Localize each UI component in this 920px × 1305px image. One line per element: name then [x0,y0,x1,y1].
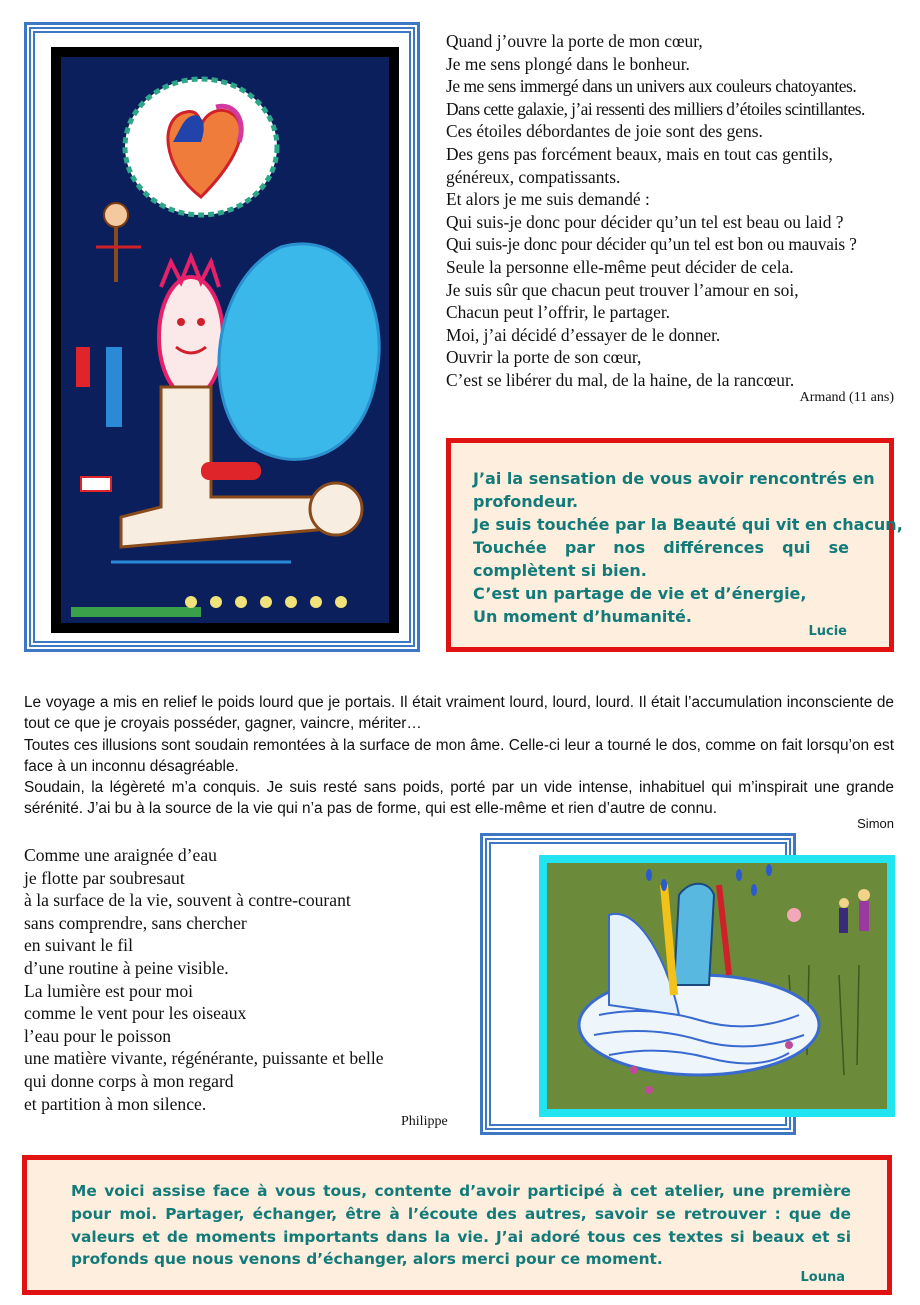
poem-line: Seule la personne elle-même peut décider de cela. [446,256,794,277]
poem-line: Ouvrir la porte de son cœur, [446,347,642,368]
poem-line: La lumière est pour moi [24,980,194,1001]
child-drawing-heart-image [51,47,399,633]
lucie-box [446,438,903,652]
poem-line: Je suis sûr que chacun peut trouver l’amour en soi, [446,279,799,300]
poem-line: Des gens pas forcément beaux, mais en tout cas gentils, [446,143,833,164]
poem-line: Et alors je me suis demandé : [446,189,650,210]
poem-line: et partition à mon silence. [24,1093,207,1114]
poem-line: Chacun peut l’offrir, le partager. [446,302,671,323]
poem-line: Quand j’ouvre la porte de mon cœur, [446,31,703,51]
poem-line: Qui suis-je donc pour décider qu’un tel est beau ou laid ? [446,211,844,232]
author-philippe: Philippe [401,1114,448,1129]
lucie-line: Je suis touchée par la Beauté qui vit en chacun, [473,515,903,534]
child-drawing-water-image [539,855,895,1117]
poem-line: Ces étoiles débordantes de joie sont des gens. [446,121,763,142]
author-lucie: Lucie [808,624,847,639]
lucie-line: Un moment d’humanité. [473,607,692,626]
author-simon: Simon [857,816,894,831]
poem-line: Je me sens immergé dans un univers aux couleurs chatoyantes. [446,76,857,97]
louna-box [22,1155,892,1295]
poem-line: Moi, j’ai décidé d’essayer de le donner. [446,324,721,345]
louna-text: Me voici assise face à vous tous, contente d’avoir participé à cet atelier, une première pour moi. Partager, échanger, être à l’écoute des autres, savoir se retrouver : que de valeurs et de moments importants dans la vie. J’ai adoré tous ces textes si beaux et si profonds que nous venons d’échanger, alors merci pour ce moment. [71,1182,851,1269]
prose-paragraph: Toutes ces illusions sont soudain remontées à la surface de mon âme. Celle-ci leur a tourné le dos, comme on fait lorsqu’on est face à un inconnu désagréable. [24,736,894,775]
lucie-text [473,467,903,628]
poem-line: Je me sens plongé dans le bonheur. [446,53,690,74]
lucie-line: C’est un partage de vie et d’énergie, [473,584,807,603]
poem-line: Qui suis-je donc pour décider qu’un tel est bon ou mauvais ? [446,234,857,255]
poem-line: Dans cette galaxie, j’ai ressenti des milliers d’étoiles scintillantes. [446,98,865,119]
poem-line: qui donne corps à mon regard [24,1070,234,1091]
prose-paragraph: Soudain, la légèreté m’a conquis. Je suis resté sans poids, porté par un vide intense, inhabituel qui m’inspirait une grande sérénité. J’ai bu à la source de la vie qui n’a pas de forme, qui est elle-même et rien d’autre de connu. [24,779,894,818]
poem-line: une matière vivante, régénérante, puissante et belle [24,1048,384,1069]
author-louna: Louna [800,1270,845,1285]
poem-line: à la surface de la vie, souvent à contre-courant [24,890,351,911]
poem-line: comme le vent pour les oiseaux [24,1003,247,1024]
poem-line: C’est se libérer du mal, de la haine, de la rancœur. [446,369,795,390]
drawing-frame-bottom [480,833,796,1135]
prose-paragraph: Le voyage a mis en relief le poids lourd que je portais. Il était vraiment lourd, lourd, lourd. Il était l’accumulation inconsciente de tout ce que je croyais posséder, gagner, vaincre, mériter… [24,694,894,733]
poem-line: d’une routine à peine visible. [24,957,229,978]
poem-line: Comme une araignée d’eau [24,845,217,865]
poem-armand [446,30,896,392]
author-armand: Armand (11 ans) [799,390,894,405]
drawing-black-mat [51,47,399,633]
lucie-line: Touchée par nos différences qui se [473,538,849,557]
poem-line: l’eau pour le poisson [24,1025,172,1046]
poem-line: je flotte par soubresaut [24,867,185,888]
lucie-line: profondeur. [473,492,579,511]
lucie-line: complètent si bien. [473,561,647,580]
poem-line: sans comprendre, sans chercher [24,912,247,933]
lucie-line: J’ai la sensation de vous avoir rencontrés en [473,469,875,488]
poem-line: généreux, compatissants. [446,166,621,187]
poem-philippe [24,844,464,1115]
poem-line: en suivant le fil [24,935,133,956]
drawing-frame-top [24,22,420,652]
prose-simon [24,692,894,820]
